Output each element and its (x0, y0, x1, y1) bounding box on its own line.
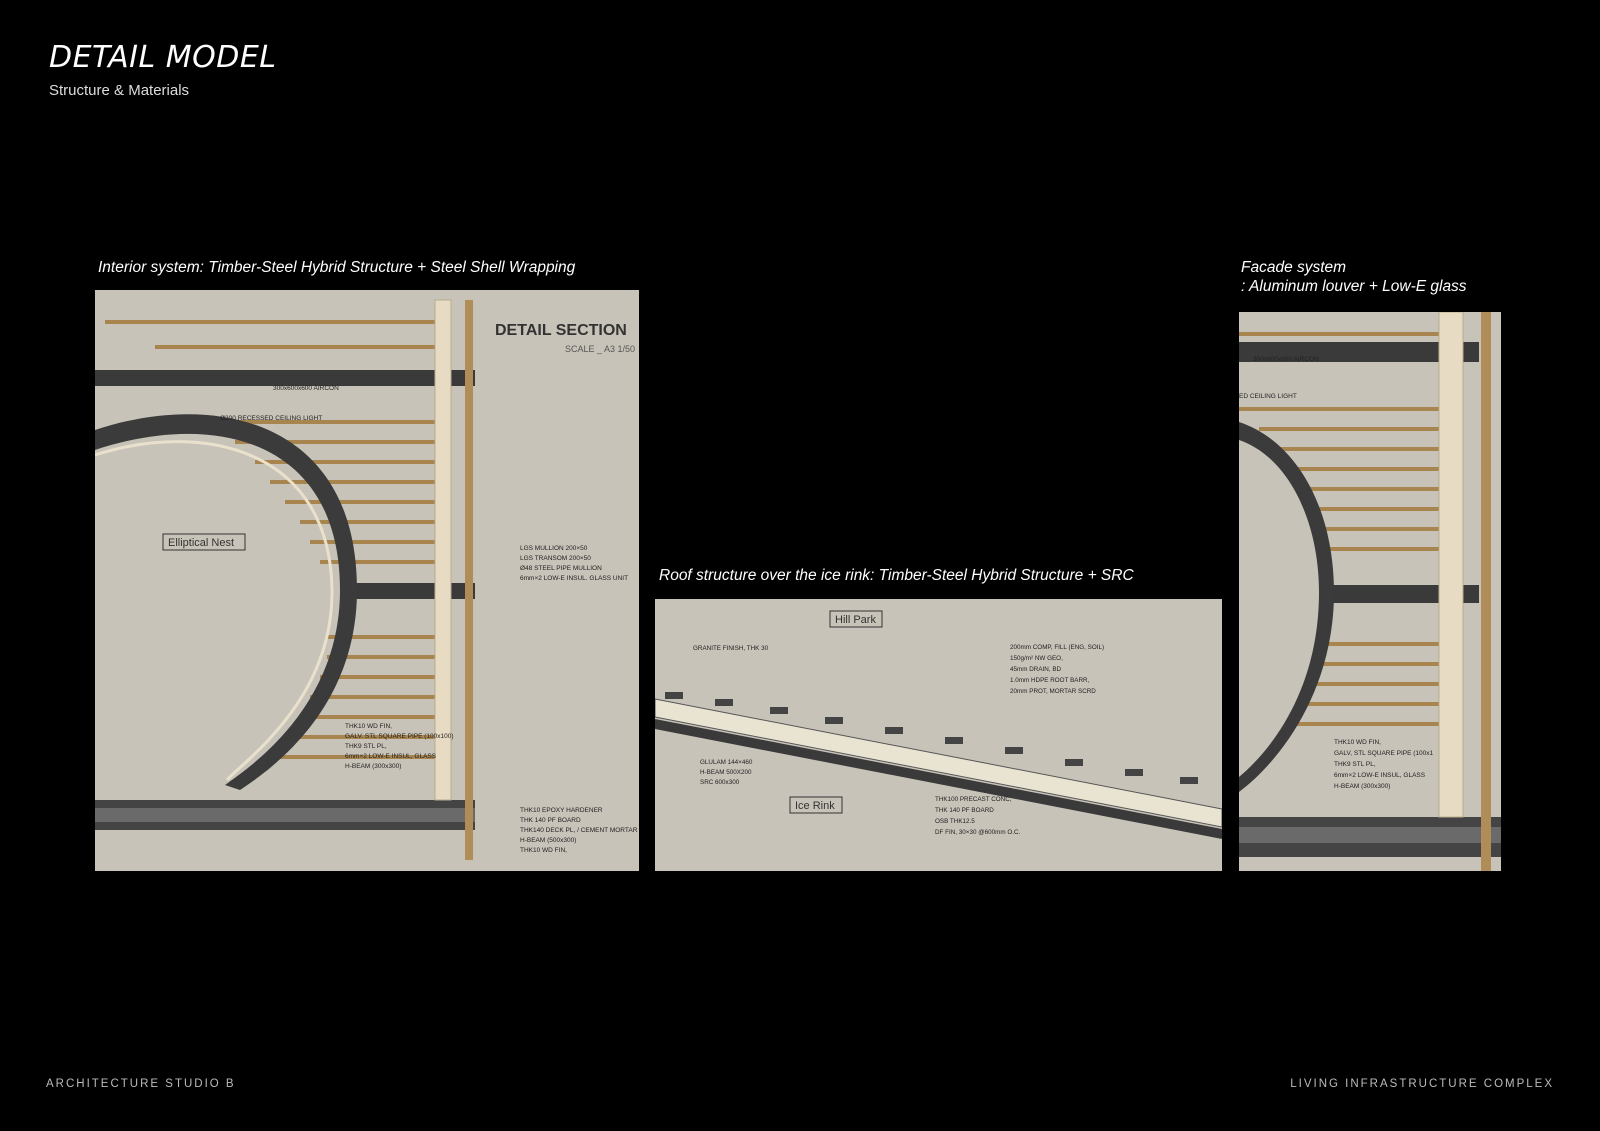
floor-note-5: THK10 WD FIN, (520, 847, 567, 854)
mullion-note-4: 6mm×2 LOW-E INSUL. GLASS UNIT (520, 575, 629, 582)
nest-label: Elliptical Nest (168, 537, 235, 549)
facade-ceiling-light-note: ED CEILING LIGHT (1239, 393, 1297, 400)
granite-note: GRANITE FINISH, THK 30 (693, 645, 769, 652)
soil-note-4: 1.0mm HDPE ROOT BARR, (1010, 677, 1090, 684)
beam-note-2: H-BEAM 500X200 (700, 769, 752, 776)
facade-caption-line2: : Aluminum louver + Low-E glass (1241, 278, 1467, 295)
soil-note-1: 200mm COMP, FILL (ENG, SOIL) (1010, 644, 1105, 651)
floor-note-3: THK140 DECK PL, / CEMENT MORTAR (520, 827, 638, 834)
fin-note-4: 6mm×2 LOW-E INSUL, GLASS (345, 753, 437, 760)
facade-fin-note-4: 6mm×2 LOW-E INSUL, GLASS (1334, 772, 1426, 779)
footer-project: LIVING INFRASTRUCTURE COMPLEX (1290, 1078, 1554, 1090)
roof-detail-drawing (655, 599, 1222, 871)
roof-caption: Roof structure over the ice rink: Timber-Steel Hybrid Structure + SRC (659, 567, 1134, 584)
floor-note-4: H-BEAM (500x300) (520, 837, 577, 844)
beam-note-1: GLULAM 144×460 (700, 759, 753, 766)
page-subtitle: Structure & Materials (49, 82, 190, 99)
floor-note-1: THK10 EPOXY HARDENER (520, 807, 603, 814)
floor-note-2: THK 140 PF BOARD (520, 817, 581, 824)
interior-detail-image (95, 290, 639, 871)
board-note-4: DF FIN, 30×30 @600mm O.C. (935, 829, 1021, 836)
board-note-3: OSB THK12.5 (935, 818, 975, 825)
aircon-note: 300x600x600 AIRCON (273, 385, 339, 392)
facade-fin-note-2: GALV, STL SQUARE PIPE (100x1 (1334, 750, 1434, 757)
fin-note-1: THK10 WD FIN, (345, 723, 392, 730)
detail-section-heading: DETAIL SECTION (495, 322, 627, 339)
footer-studio: ARCHITECTURE STUDIO B (46, 1078, 236, 1090)
ceiling-light-note: Ø200 RECESSED CEILING LIGHT (220, 415, 323, 422)
facade-aircon-note: 300x600x600 AIRCON (1253, 356, 1319, 363)
fin-note-5: H-BEAM (300x300) (345, 763, 402, 770)
ice-rink-label: Ice Rink (795, 800, 835, 812)
facade-detail-drawing (1239, 312, 1501, 871)
soil-note-5: 20mm PROT, MORTAR SCRD (1010, 688, 1096, 695)
beam-note-3: SRC 600x300 (700, 779, 740, 786)
facade-fin-note-3: THK9 STL PL, (1334, 761, 1376, 768)
facade-fin-note-1: THK10 WD FIN, (1334, 739, 1381, 746)
facade-fin-note-5: H-BEAM (300x300) (1334, 783, 1391, 790)
soil-note-2: 150g/m² NW GEO, (1010, 655, 1063, 662)
board-note-2: THK 140 PF BOARD (935, 807, 994, 814)
facade-caption-line1: Facade system (1241, 259, 1347, 276)
facade-detail-image (1239, 312, 1501, 871)
detail-section-scale: SCALE _ A3 1/50 (565, 344, 636, 354)
interior-caption: Interior system: Timber-Steel Hybrid Structure + Steel Shell Wrapping (98, 259, 576, 276)
hill-park-label: Hill Park (835, 614, 876, 626)
soil-note-3: 45mm DRAIN, BD (1010, 666, 1062, 673)
roof-detail-image (655, 599, 1222, 871)
page-title: DETAIL MODEL (49, 40, 277, 75)
board-note-1: THK100 PRECAST CONC, (935, 796, 1012, 803)
fin-note-2: GALV. STL SQUARE PIPE (100x100) (345, 733, 454, 740)
mullion-note-3: Ø48 STEEL PIPE MULLION (520, 565, 602, 572)
fin-note-3: THK9 STL PL, (345, 743, 387, 750)
mullion-note-1: LGS MULLION 200×50 (520, 545, 588, 552)
mullion-note-2: LGS TRANSOM 200×50 (520, 555, 591, 562)
interior-detail-drawing (95, 290, 639, 871)
